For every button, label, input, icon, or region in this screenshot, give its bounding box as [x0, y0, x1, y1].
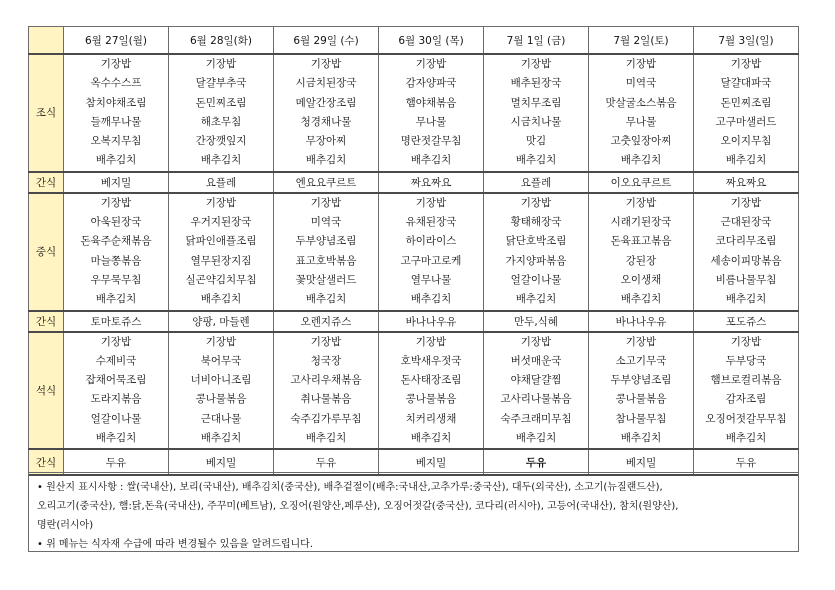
menu-item: 기장밥: [100, 58, 132, 70]
menu-item: 참치야채조림: [85, 96, 147, 109]
snack-label: 간식: [29, 449, 64, 475]
menu-item: 배추김치: [95, 154, 137, 167]
menu-item: 기장밥: [520, 58, 552, 70]
day-menu-cell: [379, 193, 484, 311]
menu-item: 기장밥: [730, 58, 762, 70]
menu-item: 배추김치: [620, 154, 662, 167]
menu-item: 배추김치: [95, 432, 137, 445]
snack-cell: 짜요짜요: [694, 172, 799, 193]
snack-cell: 이오요쿠르트: [589, 172, 694, 193]
menu-item: 기장밥: [100, 335, 132, 348]
day-header: 7월 3일(일): [694, 27, 799, 55]
menu-item: 고구마샐러드: [715, 115, 777, 128]
header-corner: [29, 27, 64, 55]
menu-item: 돈육표고볶음: [610, 235, 672, 248]
menu-item: 근대된장국: [720, 216, 772, 229]
snack-row: [29, 172, 799, 193]
menu-item: 무장아찌: [305, 135, 347, 148]
menu-item: 우무묵무침: [90, 273, 142, 286]
day-menu-cell: [694, 332, 799, 450]
day-menu-cell: [589, 332, 694, 450]
menu-item: 시금치나물: [510, 115, 562, 128]
menu-item: 명란젓갈무침: [400, 135, 462, 148]
menu-item: 오복지무침: [90, 135, 142, 148]
menu-item: 표고호박볶음: [295, 254, 357, 267]
menu-item: 간장깻잎지: [195, 135, 247, 148]
menu-item: 기장밥: [310, 58, 342, 70]
menu-item: 기장밥: [205, 58, 237, 70]
menu-item: 기장밥: [310, 335, 342, 348]
snack-cell: 요플레: [484, 172, 589, 193]
menu-item: 꽃맛살샐러드: [295, 273, 357, 286]
menu-item: 열무된장지짐: [190, 254, 252, 267]
menu-item: 콩나물볶음: [405, 393, 457, 406]
origin-notice-line: 오리고기(중국산), 햄:닭,돈육(국내산), 주꾸미(베트남), 오징어(원양산,페루산), 오징어젓갈(중국산), 코다리(러시아), 고등어(국내산), 참치(원양산),: [37, 501, 679, 512]
menu-item: 기장밥: [310, 196, 342, 209]
day-header: 7월 2일(토): [589, 27, 694, 55]
menu-item: 배추김치: [410, 154, 452, 167]
snack-cell: 오렌지쥬스: [274, 311, 379, 332]
day-menu-cell: [169, 332, 274, 450]
menu-item: 기장밥: [625, 335, 657, 348]
menu-item: 유채된장국: [405, 216, 457, 229]
menu-item: 콩나물볶음: [195, 393, 247, 406]
menu-item: 오징어젓갈무무침: [705, 412, 787, 425]
snack-cell: 요플레: [169, 172, 274, 193]
snack-cell: 바나나우유: [589, 311, 694, 332]
header-row: [29, 27, 799, 55]
menu-item: 배추김치: [725, 432, 767, 445]
menu-item: 배추김치: [410, 293, 452, 306]
day-menu-cell: [169, 193, 274, 311]
menu-item: 콩나물볶음: [615, 393, 667, 406]
menu-item: 우거지된장국: [190, 216, 252, 229]
menu-item: 오이지무침: [720, 135, 772, 148]
day-menu-cell: [589, 54, 694, 172]
day-header: 6월 27일(월): [64, 27, 169, 55]
menu-item: 기장밥: [415, 335, 447, 348]
weekly-menu-table: [28, 26, 799, 476]
menu-item: 야채달걀찜: [510, 374, 562, 387]
day-menu-cell: [484, 54, 589, 172]
menu-item: 고구마고로케: [400, 254, 462, 267]
day-menu-cell: [64, 193, 169, 311]
menu-item: 해초무침: [200, 115, 242, 128]
menu-item: 기장밥: [730, 196, 762, 209]
menu-item: 기장밥: [415, 58, 447, 70]
menu-item: 근대나물: [200, 412, 242, 425]
menu-item: 돈민찌조림: [195, 96, 247, 109]
menu-item: 배추김치: [620, 432, 662, 445]
menu-item: 닭단호박조림: [505, 235, 567, 248]
origin-notice-line: • 원산지 표시사항 : 쌀(국내산), 보리(국내산), 배추김치(중국산), 배추겉절이(배추:국내산,고추가루:중국산), 대두(외국산), 소고기(뉴질랜드산),: [37, 482, 663, 493]
snack-cell: 두유: [694, 449, 799, 475]
menu-item: 무나물: [415, 115, 447, 128]
menu-item: 닭파인애플조림: [185, 235, 257, 248]
menu-item: 두부양념조림: [295, 235, 357, 248]
menu-item: 메알간장조림: [295, 96, 357, 109]
menu-item: 기장밥: [520, 335, 552, 348]
menu-item: 마늘쫑볶음: [90, 254, 142, 267]
snack-cell: 양팡, 마들렌: [169, 311, 274, 332]
menu-item: 실곤약김치무침: [185, 273, 257, 286]
menu-item: 감자조림: [725, 393, 767, 406]
day-menu-cell: [379, 54, 484, 172]
menu-item: 두부당국: [725, 354, 767, 367]
snack-row: [29, 311, 799, 332]
menu-item: 햄야채볶음: [405, 96, 457, 109]
snack-cell: 두유: [484, 449, 589, 475]
menu-item: 배추김치: [305, 154, 347, 167]
menu-item: 아욱된장국: [90, 216, 142, 229]
menu-item: 배추김치: [305, 293, 347, 306]
menu-item: 무나물: [625, 115, 657, 128]
menu-item: 얼갈이나물: [90, 412, 142, 425]
menu-item: 얼갈이나물: [510, 273, 562, 286]
menu-item: 옥수수스프: [90, 77, 142, 90]
day-menu-cell: [64, 332, 169, 450]
menu-item: 고사리우채볶음: [290, 374, 362, 387]
menu-item: 배추김치: [725, 293, 767, 306]
snack-cell: 두유: [274, 449, 379, 475]
menu-item: 비름나물무침: [715, 273, 777, 286]
menu-item: 열무나물: [410, 273, 452, 286]
menu-item: 치커리생채: [405, 412, 457, 425]
day-menu-cell: [64, 54, 169, 172]
menu-item: 배추김치: [95, 293, 137, 306]
menu-item: 배추김치: [515, 432, 557, 445]
day-menu-cell: [694, 54, 799, 172]
day-menu-cell: [484, 193, 589, 311]
menu-item: 배추김치: [725, 154, 767, 167]
snack-cell: 포도쥬스: [694, 311, 799, 332]
menu-item: 배추된장국: [510, 77, 562, 90]
menu-item: 북어무국: [200, 354, 242, 367]
menu-item: 오이생채: [620, 273, 662, 286]
menu-item: 배추김치: [515, 293, 557, 306]
menu-item: 감자양파국: [405, 77, 457, 90]
snack-label: 간식: [29, 311, 64, 332]
day-header: 6월 30일 (목): [379, 27, 484, 55]
menu-item: 너비아니조림: [190, 374, 252, 387]
menu-item: 맛살굴소스볶음: [605, 96, 677, 109]
snack-cell: 베지밀: [64, 172, 169, 193]
dinner-label: 석식: [29, 332, 64, 450]
menu-item: 달걀대파국: [720, 77, 772, 90]
menu-item: 황태해장국: [510, 216, 562, 229]
menu-item: 돈민찌조림: [720, 96, 772, 109]
snack-cell: 만두,식혜: [484, 311, 589, 332]
menu-item: 배추김치: [620, 293, 662, 306]
menu-item: 배추김치: [200, 293, 242, 306]
snack-cell: 베지밀: [169, 449, 274, 475]
menu-item: 버섯매운국: [510, 354, 562, 367]
menu-item: 멸치무조림: [510, 96, 562, 109]
menu-item: 미역국: [625, 77, 657, 90]
lunch-row: [29, 193, 799, 311]
menu-item: 기장밥: [100, 196, 132, 209]
menu-item: 청경채나물: [300, 115, 352, 128]
menu-item: 배추김치: [515, 154, 557, 167]
menu-item: 돈육주순채볶음: [80, 235, 152, 248]
day-menu-cell: [169, 54, 274, 172]
dinner-row: [29, 332, 799, 450]
notes-box: [28, 472, 799, 552]
day-header: 6월 29일 (수): [274, 27, 379, 55]
menu-item: 고사리나물볶음: [500, 393, 572, 406]
menu-item: 숙주크래미무침: [500, 412, 572, 425]
snack-cell: 두유: [64, 449, 169, 475]
menu-item: 들깨무나물: [90, 115, 142, 128]
breakfast-label: 조식: [29, 54, 64, 172]
change-notice: • 위 메뉴는 식자재 수급에 따라 변경될수 있음을 알려드립니다.: [37, 539, 314, 550]
menu-item: 기장밥: [625, 58, 657, 70]
snack-cell: 베지밀: [379, 449, 484, 475]
menu-item: 배추김치: [200, 432, 242, 445]
menu-item: 배추김치: [305, 432, 347, 445]
day-header: 7월 1일 (금): [484, 27, 589, 55]
breakfast-row: [29, 54, 799, 172]
menu-item: 기장밥: [625, 196, 657, 209]
menu-item: 기장밥: [415, 196, 447, 209]
menu-item: 고춧잎장아찌: [610, 135, 672, 148]
menu-item: 맛김: [525, 135, 547, 148]
day-menu-cell: [379, 332, 484, 450]
menu-item: 참나물무침: [615, 412, 667, 425]
day-menu-cell: [694, 193, 799, 311]
menu-item: 수제비국: [95, 354, 137, 367]
day-menu-cell: [274, 332, 379, 450]
snack-cell: 베지밀: [589, 449, 694, 475]
menu-item: 숙주김가루무침: [290, 412, 362, 425]
menu-item: 도라지볶음: [90, 393, 142, 406]
menu-item: 기장밥: [730, 335, 762, 348]
menu-item: 세송이피망볶음: [710, 254, 782, 267]
day-menu-cell: [274, 54, 379, 172]
day-header: 6월 28일(화): [169, 27, 274, 55]
menu-item: 햄브로컬리볶음: [710, 374, 782, 387]
menu-item: 취나물볶음: [300, 393, 352, 406]
menu-item: 잡채어묵조림: [85, 374, 147, 387]
snack-label: 간식: [29, 172, 64, 193]
menu-item: 코다리무조림: [715, 235, 777, 248]
day-menu-cell: [484, 332, 589, 450]
menu-item: 소고기무국: [615, 354, 667, 367]
day-menu-cell: [274, 193, 379, 311]
menu-item: 기장밥: [205, 196, 237, 209]
menu-item: 강된장: [625, 254, 657, 267]
menu-item: 돈사태장조림: [400, 374, 462, 387]
menu-item: 달걀부추국: [195, 77, 247, 90]
menu-item: 시래기된장국: [610, 216, 672, 229]
origin-notice-line: 명란(러시아): [37, 520, 94, 531]
menu-item: 배추김치: [410, 432, 452, 445]
menu-item: 가지양파볶음: [505, 254, 567, 267]
menu-item: 두부양념조림: [610, 374, 672, 387]
menu-item: 하이라이스: [405, 235, 457, 248]
menu-item: 청국장: [310, 354, 342, 367]
menu-item: 호박새우젓국: [400, 354, 462, 367]
menu-item: 시금치된장국: [295, 77, 357, 90]
menu-item: 기장밥: [520, 196, 552, 209]
day-menu-cell: [589, 193, 694, 311]
snack-cell: 엔요요쿠르트: [274, 172, 379, 193]
menu-item: 미역국: [310, 216, 342, 229]
snack-cell: 짜요짜요: [379, 172, 484, 193]
menu-item: 배추김치: [200, 154, 242, 167]
lunch-label: 중식: [29, 193, 64, 311]
snack-cell: 바나나우유: [379, 311, 484, 332]
menu-item: 기장밥: [205, 335, 237, 348]
snack-cell: 토마토쥬스: [64, 311, 169, 332]
